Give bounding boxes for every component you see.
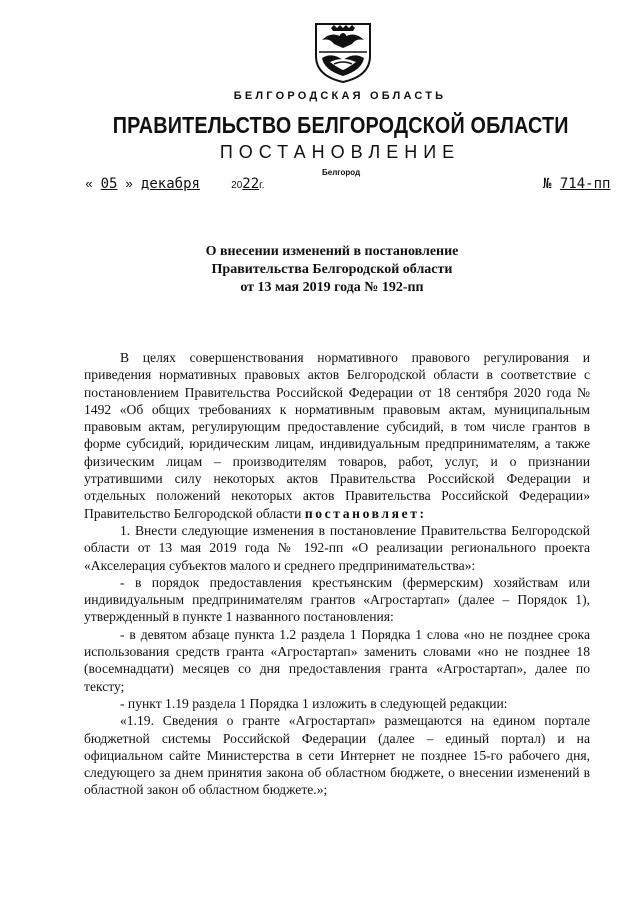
date-open-quote: «	[85, 177, 93, 192]
document-body	[84, 349, 590, 799]
date-year-prefix: 20	[231, 180, 243, 191]
region-name: БЕЛГОРОДСКАЯ ОБЛАСТЬ	[233, 90, 447, 102]
paragraph-5: «1.19. Сведения о гранте «Агростартап» размещаются на едином портале бюджетной системы Российской Федерации (далее – единый портал) и на официальном сайте Министерства в сети Интернет не позднее 15-го рабочего дня, следующего за днем принятия закона об областном бюджете, о внесении изменений в областной закон об областном бюджете.»;	[84, 713, 590, 798]
paragraph-1: 1. Внести следующие изменения в постановление Правительства Белгородской области от 13 мая 2019 года № 192-пп «О реализации регионального проекта «Акселерация субъектов малого и среднего предпринимательства»:	[84, 522, 590, 573]
title-line-3: от 13 мая 2019 года № 192-пп	[240, 280, 424, 295]
date-close-quote: »	[125, 177, 134, 192]
document-number	[543, 176, 610, 192]
document-date	[85, 176, 264, 192]
date-month: декабря	[140, 176, 200, 192]
date-day: 05	[100, 176, 118, 192]
preamble-verb: постановляет:	[304, 505, 427, 521]
date-year-suffix: 22	[242, 176, 260, 192]
paragraph-4: - пункт 1.19 раздела 1 Порядка 1 изложить в следующей редакции:	[120, 695, 508, 711]
document-title	[0, 243, 640, 297]
date-year-mark: г.	[259, 180, 265, 191]
number-value: 714-пп	[559, 176, 611, 192]
government-title: ПРАВИТЕЛЬСТВО БЕЛГОРОДСКОЙ ОБЛАСТИ	[112, 112, 569, 138]
coat-of-arms-icon	[312, 22, 374, 84]
paragraph-preamble	[84, 349, 590, 522]
title-line-2: Правительства Белгородской области	[211, 262, 453, 277]
paragraph-2: - в порядок предоставления крестьянским (фермерским) хозяйствам или индивидуальным предпринимателям грантов «Агростартап» (далее – Порядок 1), утвержденный в пункте 1 названного постановления:	[84, 574, 590, 625]
preamble-text: В целях совершенствования нормативного правового регулирования и приведения нормативных правовых актов Белгородской области в соответствие с постановлением Правительства Российской Федерации от 18 сентября 2020 года № 1492 «Об общих требованиях к нормативным правовым актам, муниципальным правовым актам, регулирующим предоставление субсидий, в том числе грантов в форме субсидий, юридическим лицам, индивидуальным предпринимателям, а также физическим лицам – производителям товаров, работ, услуг, и о признании утратившими силу некоторых актов Правительства Российской Федерации и отдельных положений некоторых актов Правительства Российской Федерации» Правительство Белгородской области	[84, 350, 590, 521]
title-line-1: О внесении изменений в постановление	[205, 244, 459, 259]
document-type: ПОСТАНОВЛЕНИЕ	[219, 142, 461, 162]
number-sign: №	[543, 176, 552, 192]
paragraph-3: - в девятом абзаце пункта 1.2 раздела 1 Порядка 1 слова «но не позднее срока использования средств гранта «Агростартап» заменить словами «но не позднее 18 (восемнадцати) месяцев со дня предоставления гранта «Агростартап», далее по тексту;	[84, 626, 590, 694]
city-name: Белгород	[322, 168, 361, 177]
